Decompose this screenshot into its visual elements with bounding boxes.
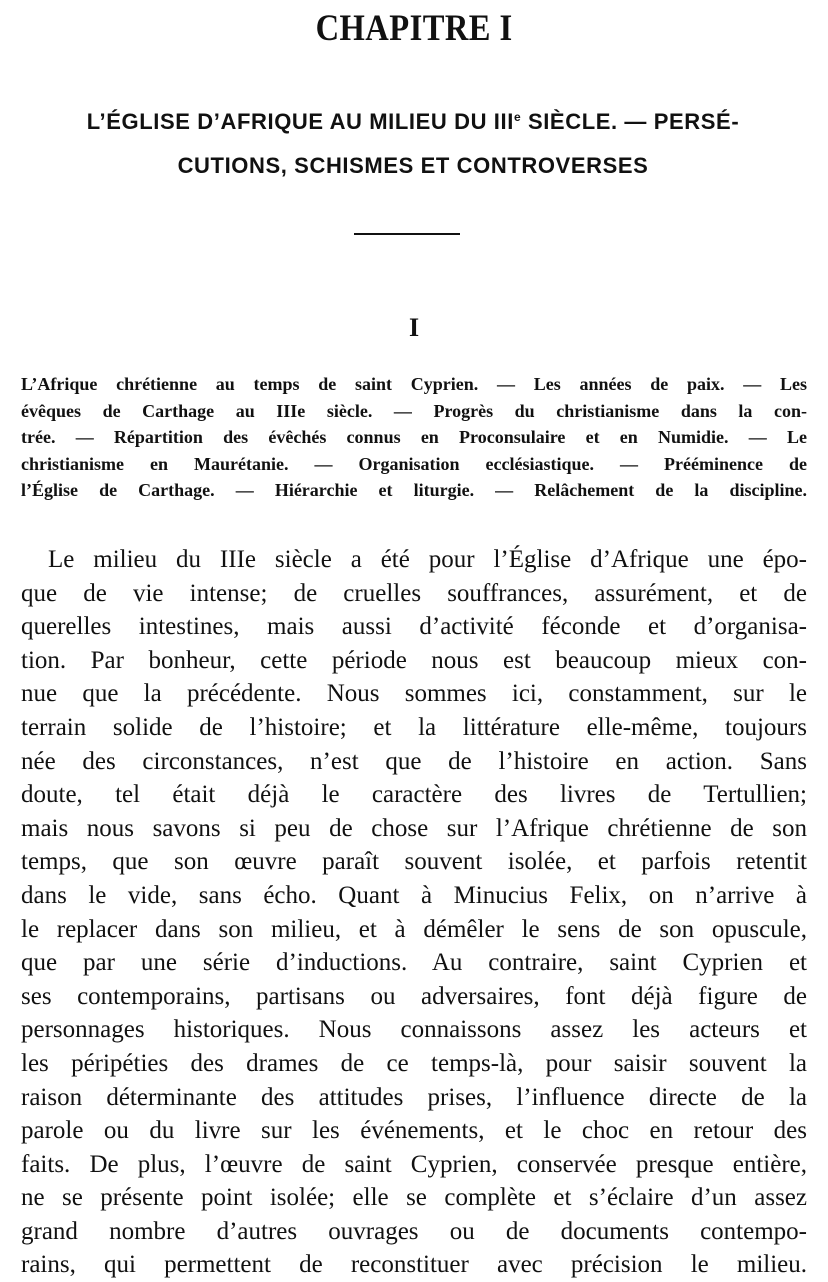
summary-line: l’Église de Carthage. — Hiérarchie et liturgie. — Relâchement de la discipline. (21, 480, 807, 500)
body-line: ne se présente point isolée; elle se complète et s’éclaire d’un assez (21, 1184, 807, 1212)
body-line: que par une série d’inductions. Au contraire, saint Cyprien et (21, 949, 807, 977)
section-divider (354, 233, 460, 235)
body-line: terrain solide de l’histoire; et la littérature elle-même, toujours (21, 713, 807, 741)
subtitle-superscript: e (513, 110, 522, 124)
summary-line: christianisme en Maurétanie. — Organisation ecclésiastique. — Prééminence de (21, 453, 807, 474)
chapter-subtitle (18, 100, 808, 188)
body-line: Le milieu du IIIe siècle a été pour l’Église d’Afrique une épo- (48, 546, 807, 573)
body-line: grand nombre d’autres ouvrages ou de documents contempo- (21, 1217, 807, 1245)
body-line: faits. De plus, l’œuvre de saint Cyprien, conservée presque entière, (21, 1150, 807, 1178)
subtitle-line-1-end: SIÈCLE. — PERSÉ- (521, 109, 740, 134)
body-line: nue que la précédente. Nous sommes ici, constamment, sur le (21, 680, 807, 708)
body-line: dans le vide, sans écho. Quant à Minucius Felix, on n’arrive à (21, 881, 807, 909)
body-line: doute, tel était déjà le caractère des livres de Tertullien; (21, 781, 807, 809)
section-number: I (408, 313, 420, 342)
body-line: ses contemporains, partisans ou adversaires, font déjà figure de (21, 982, 807, 1010)
body-line: parole ou du livre sur les événements, et le choc en retour des (21, 1117, 807, 1145)
body-line: mais nous savons si peu de chose sur l’Afrique chrétienne de son (21, 814, 807, 842)
section-summary (21, 371, 807, 504)
body-line: le replacer dans son milieu, et à démêler le sens de son opuscule, (21, 915, 807, 943)
body-line: rains, qui permettent de reconstituer avec précision le milieu. (21, 1251, 807, 1279)
body-line: temps, que son œuvre paraît souvent isolée, et parfois retentit (21, 848, 807, 876)
body-paragraph (21, 543, 807, 1282)
body-line: que de vie intense; de cruelles souffrances, assurément, et de (21, 579, 807, 607)
subtitle-line-2: CUTIONS, SCHISMES ET CONTROVERSES (177, 153, 649, 178)
subtitle-line-1-text: L’ÉGLISE D’AFRIQUE AU MILIEU DU III (86, 109, 514, 134)
body-line: née des circonstances, n’est que de l’histoire en action. Sans (21, 747, 807, 775)
body-line: querelles intestines, mais aussi d’activité féconde et d’organisa- (21, 613, 807, 641)
body-line: personnages historiques. Nous connaissons assez les acteurs et (21, 1016, 807, 1044)
body-line: les péripéties des drames de ce temps-là, pour saisir souvent la (21, 1049, 807, 1077)
summary-line: trée. — Répartition des évêchés connus en Proconsulaire et en Numidie. — Le (21, 427, 807, 447)
chapter-title: CHAPITRE I (315, 8, 513, 49)
summary-line: évêques de Carthage au IIIe siècle. — Progrès du christianisme dans la con- (21, 400, 807, 421)
body-line: raison déterminante des attitudes prises, l’influence directe de la (21, 1083, 807, 1111)
summary-line: L’Afrique chrétienne au temps de saint Cyprien. — Les années de paix. — Les (21, 374, 807, 394)
subtitle-line-1 (18, 100, 808, 144)
body-line: tion. Par bonheur, cette période nous est beaucoup mieux con- (21, 646, 807, 674)
